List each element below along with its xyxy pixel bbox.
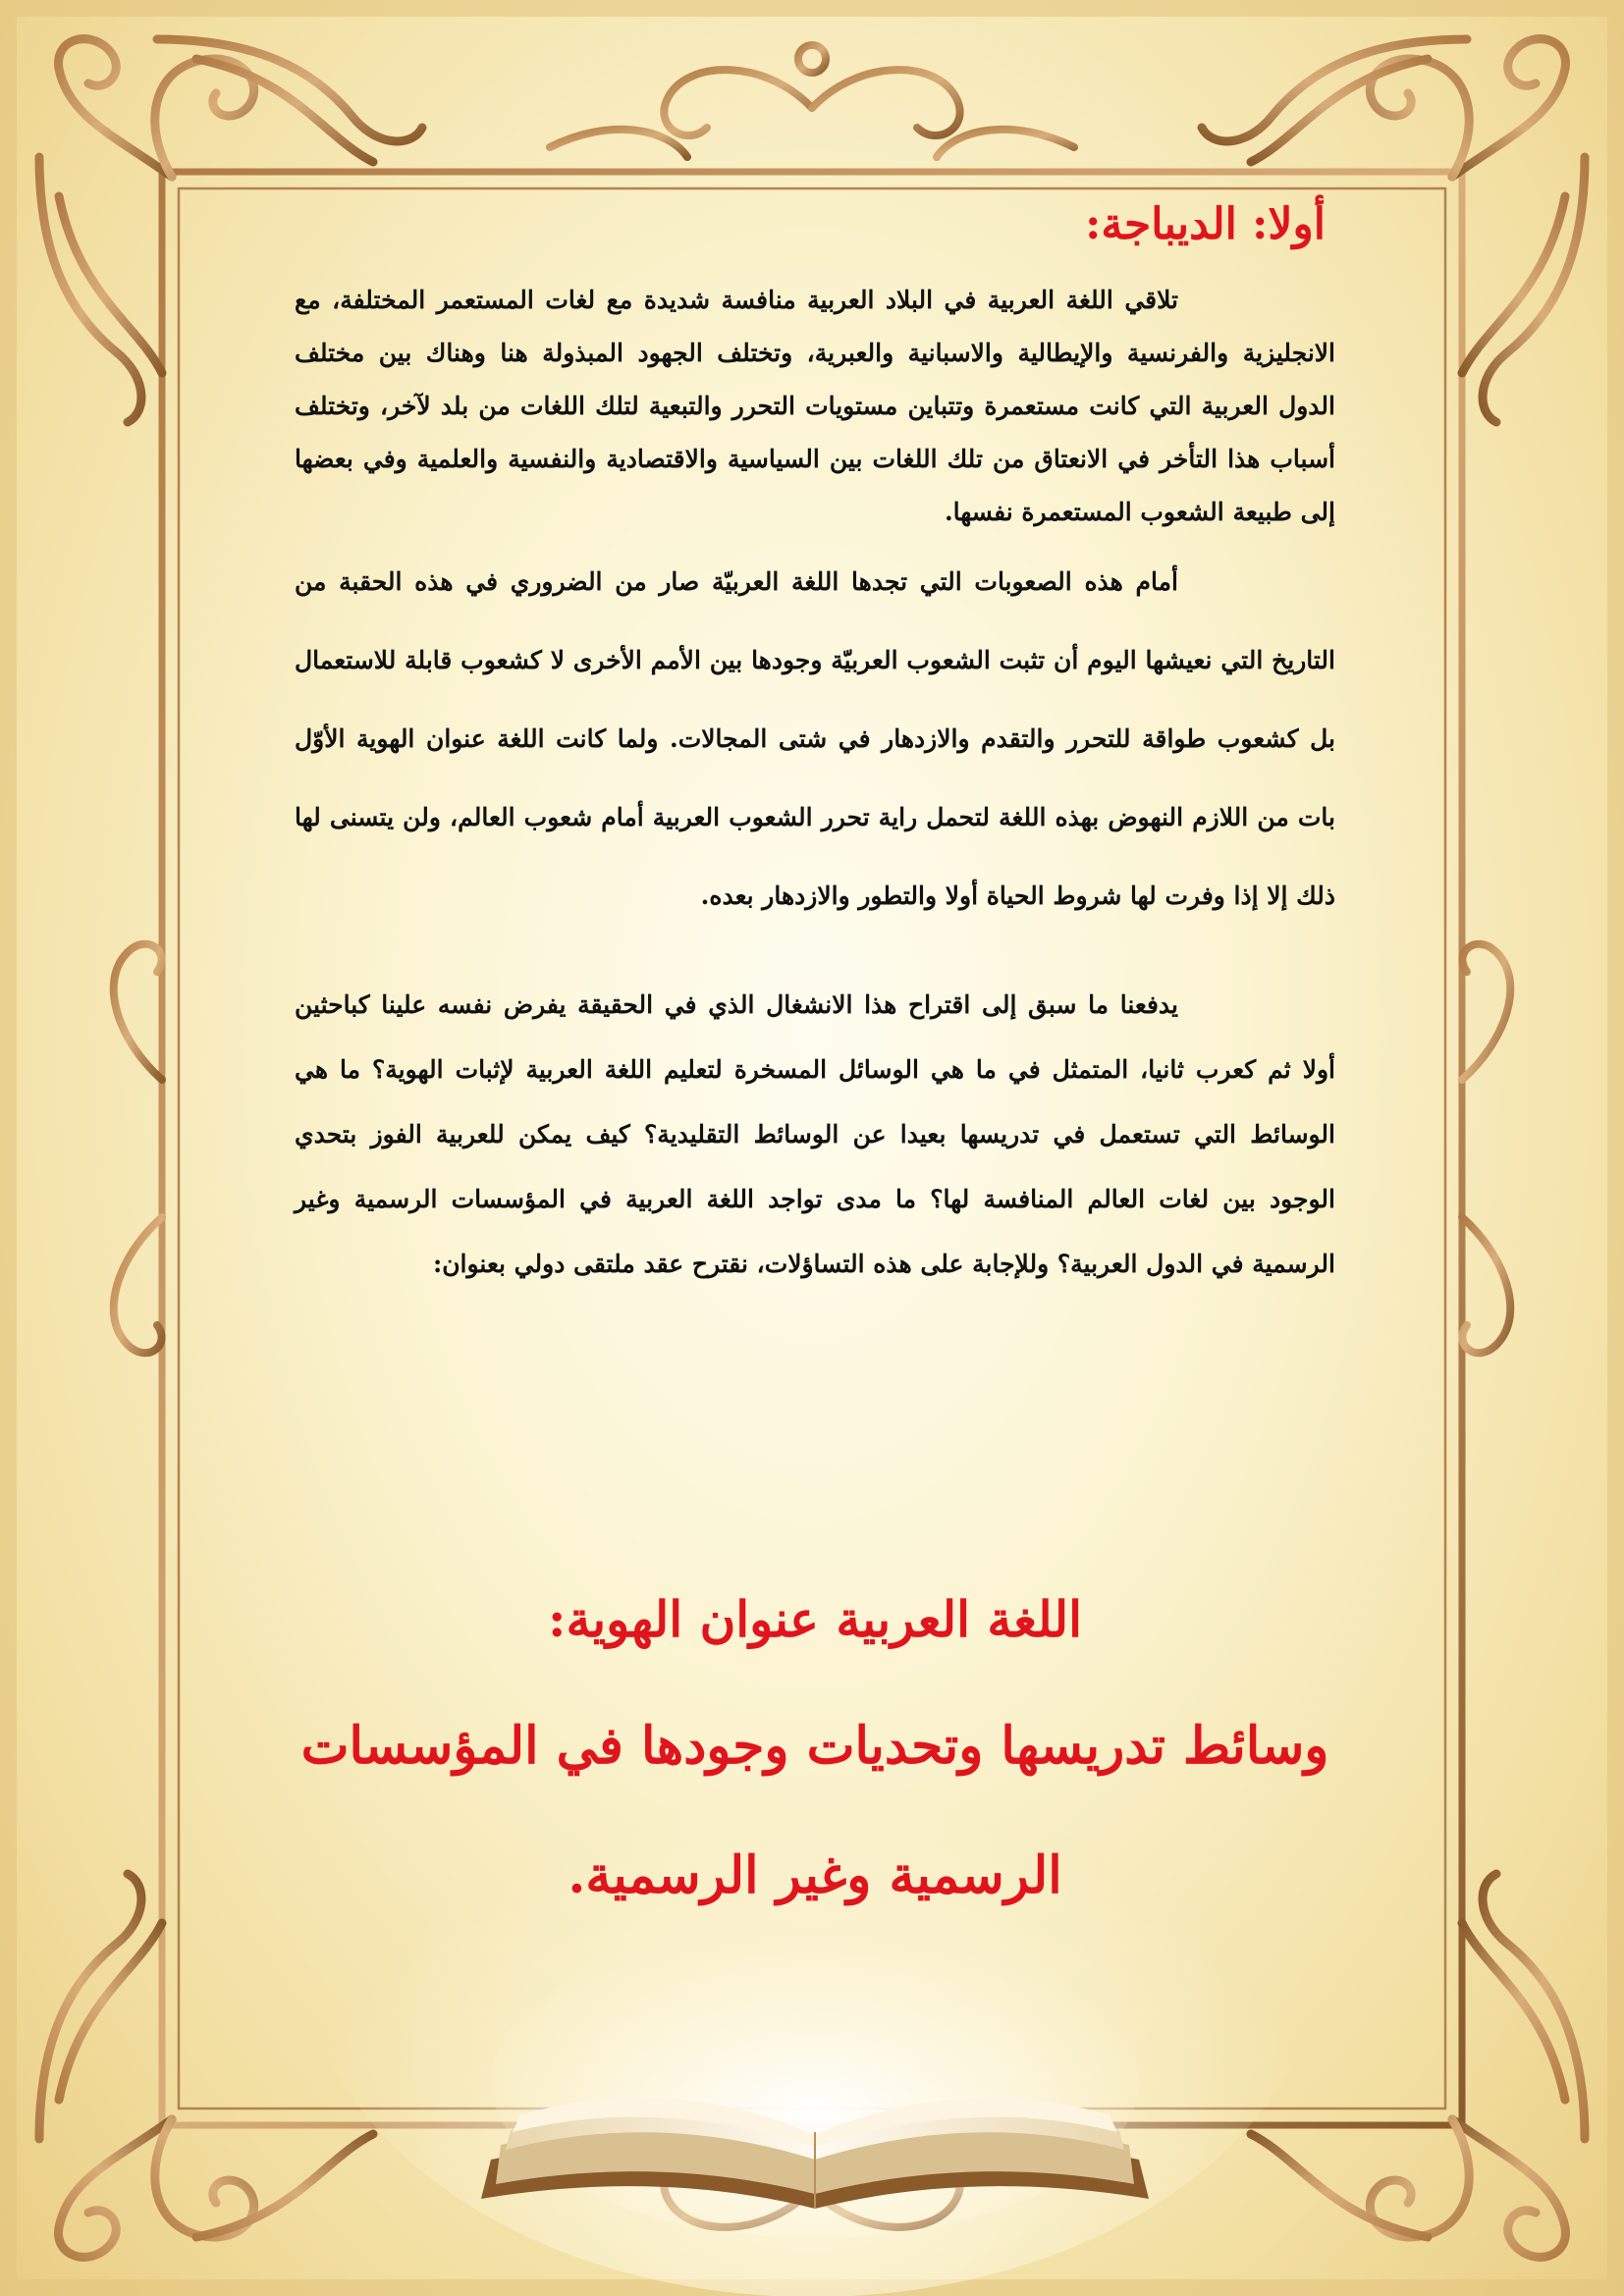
theme-title-line-1: اللغة العربية عنوان الهوية: (547, 1590, 1083, 1648)
paragraph-challenges: أمام هذه الصعوبات التي تجدها اللغة العربيّة صار من الضروري في هذه الحقبة من التاريخ التي نعيشها اليوم أن تثبت الشعوب العربيّة وجودها بين الأمم الأخرى لا كشعوب قابلة للاستعمال بل كشعوب طواقة للتحرر والتقدم والازدهار في شتى المجالات. ولما كانت اللغة عنوان الهوية الأوّل بات من اللازم النهوض بهذه اللغة لتحمل راية تحرر الشعوب العربية أمام شعوب العالم، ولن يتسنى لها ذلك إلا إذا وفرت لها شروط الحياة أولا والتطور والازدهار بعده. (295, 567, 1335, 911)
paragraph-preamble: تلاقي اللغة العربية في البلاد العربية منافسة شديدة مع لغات المستعمر المختلفة، مع الانجليزية والفرنسية والإيطالية والاسبانية والعبرية، وتختلف الجهود المبذولة هنا وهناك بين مختلف الدول العربية التي كانت مستعمرة وتتباين مستويات التحرر والتبعية لتلك اللغات من بلد لآخر، وتختلف أسباب هذا التأخر في الانعتاق من تلك اللغات بين السياسية والاقتصادية والنفسية والعلمية وفي بعضها إلى طبيعة الشعوب المستعمرة نفسها. (295, 286, 1335, 527)
open-book-icon (461, 1914, 1168, 2238)
paragraph-questions: يدفعنا ما سبق إلى اقتراح هذا الانشغال الذي في الحقيقة يفرض نفسه علينا كباحثين أولا ثم كعرب ثانيا، المتمثل في ما هي الوسائل المسخرة لتعليم اللغة العربية لإثبات الهوية؟ ما هي الوسائط التي تستعمل في تدريسها بعيدا عن الوسائط التقليدية؟ كيف يمكن للعربية الفوز بتحدي الوجود بين لغات العالم المنافسة لها؟ ما مدى تواجد اللغة العربية في المؤسسات الرسمية وغير الرسمية في الدول العربية؟ وللإجابة على هذه التساؤلات، نقترح عقد ملتقى دولي بعنوان: (295, 990, 1335, 1279)
theme-title-line-3: الرسمية وغير الرسمية. (568, 1845, 1062, 1905)
document-body (295, 196, 1335, 1297)
theme-title-line-2: وسائط تدريسها وتحديات وجودها في المؤسسات (300, 1716, 1329, 1776)
section-heading: أولا: الديباجة: (1085, 199, 1326, 249)
